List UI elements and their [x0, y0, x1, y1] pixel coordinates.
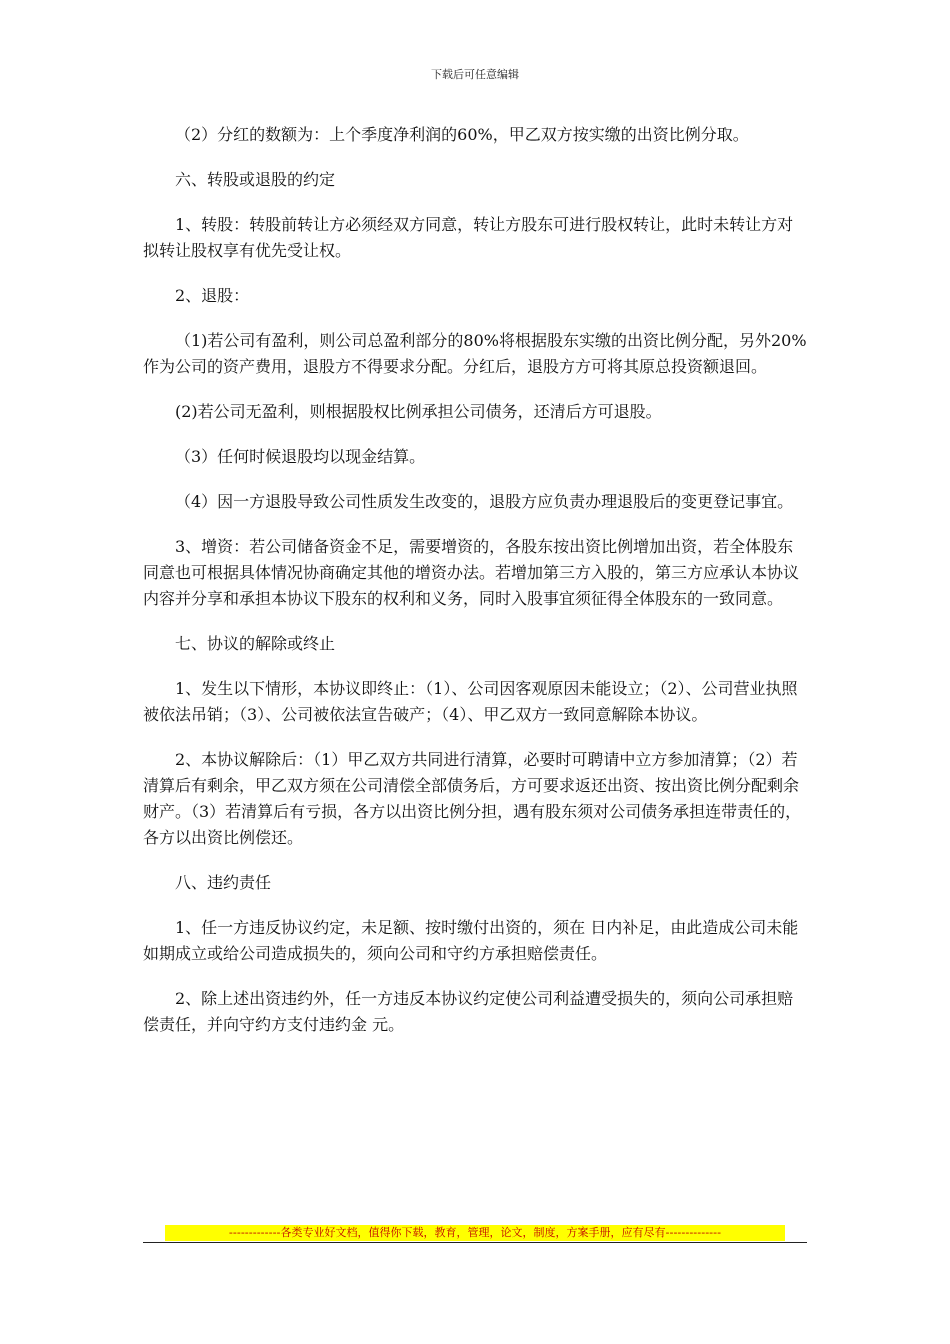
section-heading-termination: 七、协议的解除或终止: [175, 634, 336, 653]
paragraph-withdrawal-change: （4）因一方退股导致公司性质发生改变的，退股方应负责办理退股后的变更登记事宜。: [175, 492, 794, 511]
paragraph-withdrawal: 2、退股：: [175, 286, 250, 305]
paragraph-liability-other: 2、除上述出资违约外，任一方违反本协议约定使公司利益遭受损失的，须向公司承担赔偿责任，并向守约方支付违约金 元。: [143, 989, 794, 1034]
paragraph-liability-contribution: 1、任一方违反协议约定，未足额、按时缴付出资的，须在 日内补足，由此造成公司未能如期成立或给公司造成损失的，须向公司和守约方承担赔偿责任。: [143, 918, 799, 963]
section-heading-liability: 八、违约责任: [175, 873, 272, 892]
paragraph-withdrawal-cash: （3）任何时候退股均以现金结算。: [175, 447, 426, 466]
paragraph-transfer: 1、转股：转股前转让方必须经双方同意，转让方股东可进行股权转让，此时未转让方对拟转让股权享有优先受让权。: [143, 215, 794, 260]
footer-divider: [143, 1242, 807, 1243]
page-header: 下载后可任意编辑: [431, 68, 519, 81]
paragraph-termination-cases: 1、发生以下情形，本协议即终止：（1）、公司因客观原因未能设立；（2）、公司营业执照被依法吊销；（3）、公司被依法宣告破产；（4）、甲乙双方一致同意解除本协议。: [143, 679, 798, 724]
paragraph-withdrawal-no-profit: (2)若公司无盈利，则根据股权比例承担公司债务，还清后方可退股。: [175, 402, 662, 421]
paragraph-after-termination: 2、本协议解除后：（1）甲乙双方共同进行清算，必要时可聘请中立方参加清算；（2）若清算后有剩余，甲乙双方须在公司清偿全部债务后，方可要求返还出资、按出资比例分配剩余财产。（3）若清算后有亏损，各方以出资比例分担，遇有股东须对公司债务承担连带责任的，各方以出资比例偿还。: [143, 750, 802, 847]
document-body: [143, 122, 807, 1057]
paragraph-dividend-amount: （2）分红的数额为：上个季度净利润的60%，甲乙双方按实缴的出资比例分取。: [175, 125, 749, 144]
paragraph-capital-increase: 3、增资：若公司储备资金不足，需要增资的，各股东按出资比例增加出资，若全体股东同意也可根据具体情况协商确定其他的增资办法。若增加第三方入股的，第三方应承认本协议内容并分享和承担本协议下股东的权利和义务，同时入股事宜须征得全体股东的一致同意。: [143, 537, 800, 608]
footer-banner: -------------各类专业好文档，值得你下载，教育，管理，论文，制度，方案手册，应有尽有--------------: [165, 1225, 785, 1241]
section-heading-transfer: 六、转股或退股的约定: [175, 170, 336, 189]
paragraph-withdrawal-profit: （1)若公司有盈利，则公司总盈利部分的80%将根据股东实缴的出资比例分配，另外20%作为公司的资产费用，退股方不得要求分配。分红后，退股方方可将其原总投资额退回。: [143, 331, 807, 376]
